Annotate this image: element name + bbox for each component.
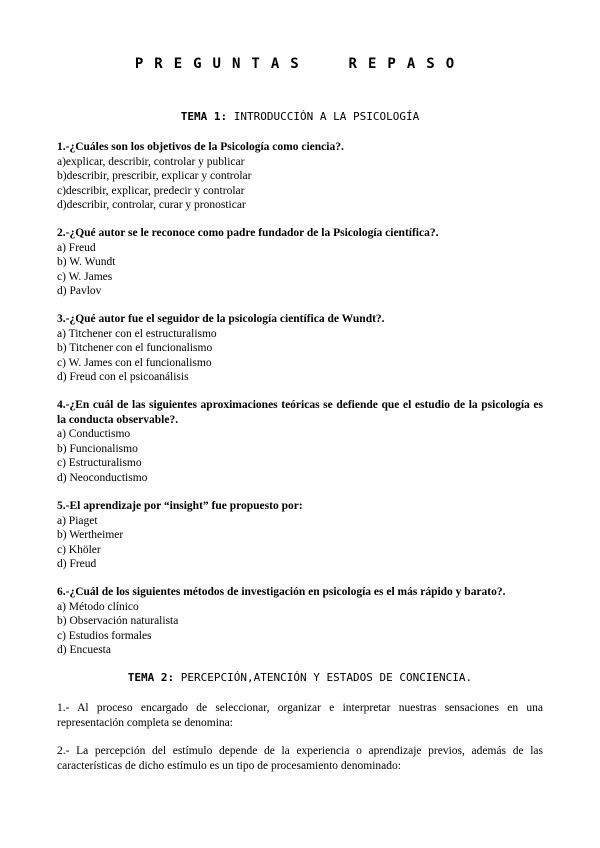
option-list bbox=[57, 241, 543, 299]
option-c: c) Khöler bbox=[57, 543, 101, 556]
option-b: b) W. Wundt bbox=[57, 256, 116, 269]
option-a: a) Freud bbox=[57, 241, 96, 254]
option-a: a)explicar, describir, controlar y publicar bbox=[57, 155, 245, 168]
option-b: b) Titchener con el funcionalismo bbox=[57, 342, 213, 355]
document-title: PREGUNTAS REPASO bbox=[134, 56, 466, 72]
question-text: 6.-¿Cuál de los siguientes métodos de investigación en psicología es el más rápido y barato?. bbox=[57, 586, 506, 598]
option-list bbox=[57, 155, 543, 213]
option-d: d) Pavlov bbox=[57, 285, 102, 298]
tema-2-heading bbox=[0, 671, 600, 686]
option-b: b)describir, prescribir, explicar y controlar bbox=[57, 170, 252, 183]
option-a: a) Titchener con el estructuralismo bbox=[57, 327, 217, 340]
question-5 bbox=[57, 499, 543, 572]
option-d: d) Freud bbox=[57, 558, 97, 571]
option-a: a) Conductismo bbox=[57, 428, 131, 441]
tema-1-name: INTRODUCCIÓN A LA PSICOLOGÍA bbox=[233, 110, 420, 123]
tema-1-label: TEMA 1: bbox=[180, 110, 228, 123]
option-list bbox=[57, 600, 543, 658]
question-4 bbox=[57, 398, 543, 486]
option-c: c) Estudios formales bbox=[57, 629, 152, 642]
option-d: d)describir, controlar, curar y pronosticar bbox=[57, 199, 246, 212]
option-c: c)describir, explicar, predecir y controlar bbox=[57, 184, 245, 197]
option-a: a) Piaget bbox=[57, 514, 98, 527]
tema-2-question-2: 2.- La percepción del estímulo depende de la experiencia o aprendizaje previos, además de las características de dicho estímulo es un tipo de procesamiento denominado: bbox=[57, 745, 543, 772]
option-c: c) W. James bbox=[57, 270, 113, 283]
option-list bbox=[57, 427, 543, 485]
tema-2-label: TEMA 2: bbox=[127, 671, 175, 684]
question-3 bbox=[57, 312, 543, 385]
question-text: 2.-¿Qué autor se le reconoce como padre fundador de la Psicología científica?. bbox=[57, 227, 439, 239]
option-b: b) Funcionalismo bbox=[57, 442, 138, 455]
question-text: 4.-¿En cuál de las siguientes aproximaciones teóricas se defiende que el estudio de la psicología es la conducta observable?. bbox=[57, 399, 543, 426]
option-c: c) Estructuralismo bbox=[57, 457, 142, 470]
option-d: d) Encuesta bbox=[57, 644, 111, 657]
option-a: a) Método clínico bbox=[57, 600, 139, 613]
question-text: 5.-El aprendizaje por “insight” fue propuesto por: bbox=[57, 500, 303, 512]
question-text: 3.-¿Qué autor fue el seguidor de la psicología científica de Wundt?. bbox=[57, 313, 385, 325]
tema-2-question-1: 1.- Al proceso encargado de seleccionar, organizar e interpretar nuestras sensaciones en una representación completa se denomina: bbox=[57, 702, 543, 729]
option-b: b) Wertheimer bbox=[57, 529, 124, 542]
question-1 bbox=[57, 140, 543, 213]
tema-2-name: PERCEPCIÓN,ATENCIÓN Y ESTADOS DE CONCIENCIA. bbox=[180, 671, 473, 684]
option-d: d) Neoconductismo bbox=[57, 471, 148, 484]
option-b: b) Observación naturalista bbox=[57, 615, 179, 628]
question-6 bbox=[57, 585, 543, 658]
option-d: d) Freud con el psicoanálisis bbox=[57, 371, 189, 384]
tema-1-heading bbox=[0, 110, 600, 125]
question-text: 1.-¿Cuáles son los objetivos de la Psicología como ciencia?. bbox=[57, 141, 344, 153]
question-2 bbox=[57, 226, 543, 299]
option-list bbox=[57, 514, 543, 572]
option-list bbox=[57, 327, 543, 385]
option-c: c) W. James con el funcionalismo bbox=[57, 356, 212, 369]
